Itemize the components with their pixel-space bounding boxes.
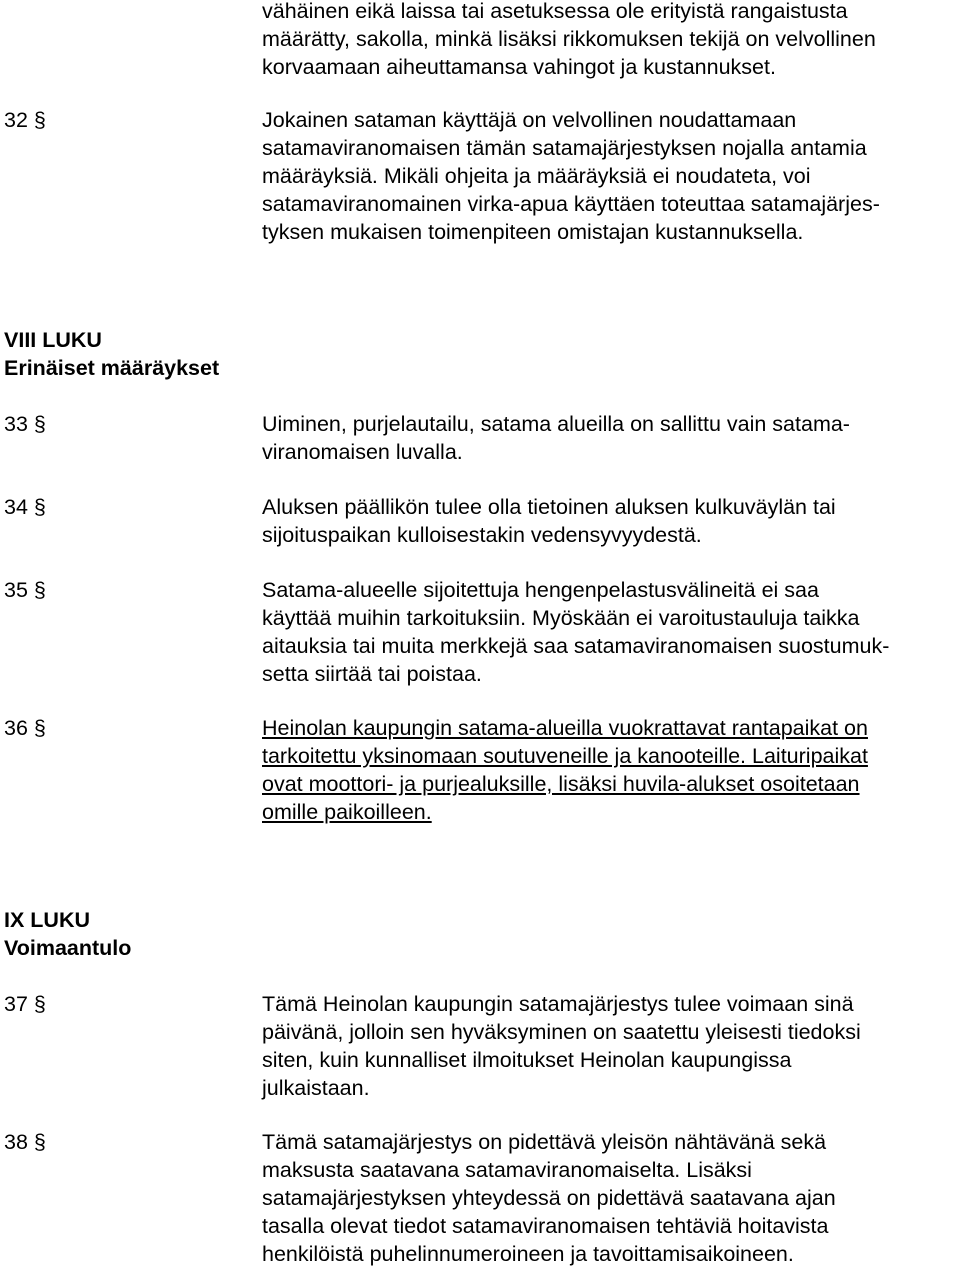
section-line: Aluksen päällikön tulee olla tietoinen aluksen kulkuväylän tai bbox=[262, 495, 836, 519]
chapter-subtitle: Erinäiset määräykset bbox=[4, 356, 220, 380]
section-line: omille paikoilleen. bbox=[262, 800, 432, 824]
intro-line: korvaamaan aiheuttamansa vahingot ja kustannukset. bbox=[262, 55, 776, 79]
section-line: tarkoitettu yksinomaan soutuveneille ja kanooteille. Laituripaikat bbox=[262, 744, 868, 768]
section-line: ovat moottori- ja purjealuksille, lisäksi huvila-alukset osoitetaan bbox=[262, 772, 860, 796]
section-line: Jokainen sataman käyttäjä on velvollinen noudattamaan bbox=[262, 108, 797, 132]
section-number: 38 § bbox=[4, 1130, 46, 1154]
intro-line: vähäinen eikä laissa tai asetuksessa ole erityistä rangaistusta bbox=[262, 0, 848, 23]
section-number: 34 § bbox=[4, 495, 46, 519]
section-line: käyttää muihin tarkoituksiin. Myöskään ei varoitustauluja taikka bbox=[262, 606, 860, 630]
chapter-subtitle: Voimaantulo bbox=[4, 936, 132, 960]
chapter-title: VIII LUKU bbox=[4, 328, 102, 352]
section-line: setta siirtää tai poistaa. bbox=[262, 662, 482, 686]
section-line: Tämä satamajärjestys on pidettävä yleisön nähtävänä sekä bbox=[262, 1130, 827, 1154]
section-line: viranomaisen luvalla. bbox=[262, 440, 463, 464]
section-line: tasalla olevat tiedot satamaviranomaisen tehtäviä hoitavista bbox=[262, 1214, 829, 1238]
section-line: Satama-alueelle sijoitettuja hengenpelastusvälineitä ei saa bbox=[262, 578, 819, 602]
section-line: Uiminen, purjelautailu, satama alueilla on sallittu vain satama- bbox=[262, 412, 850, 436]
section-line: satamaviranomainen virka-apua käyttäen toteuttaa satamajärjes- bbox=[262, 192, 880, 216]
section-line: Heinolan kaupungin satama-alueilla vuokrattavat rantapaikat on bbox=[262, 716, 868, 740]
section-number: 35 § bbox=[4, 578, 46, 602]
section-number: 33 § bbox=[4, 412, 46, 436]
section-line: päivänä, jolloin sen hyväksyminen on saatettu yleisesti tiedoksi bbox=[262, 1020, 861, 1044]
section-line: aitauksia tai muita merkkejä saa satamaviranomaisen suostumuk- bbox=[262, 634, 890, 658]
section-number: 32 § bbox=[4, 108, 46, 132]
section-line: satamajärjestyksen yhteydessä on pidettävä saatavana ajan bbox=[262, 1186, 836, 1210]
section-line: satamaviranomaisen tämän satamajärjestyksen nojalla antamia bbox=[262, 136, 867, 160]
intro-line: määrätty, sakolla, minkä lisäksi rikkomuksen tekijä on velvollinen bbox=[262, 27, 876, 51]
chapter-title: IX LUKU bbox=[4, 908, 90, 932]
section-line: julkaistaan. bbox=[262, 1076, 370, 1100]
section-line: henkilöistä puhelinnumeroineen ja tavoittamisaikoineen. bbox=[262, 1242, 794, 1266]
section-line: määräyksiä. Mikäli ohjeita ja määräyksiä ei noudateta, voi bbox=[262, 164, 811, 188]
section-number: 36 § bbox=[4, 716, 46, 740]
section-line: sijoituspaikan kulloisestakin vedensyvyydestä. bbox=[262, 523, 702, 547]
section-line: Tämä Heinolan kaupungin satamajärjestys tulee voimaan sinä bbox=[262, 992, 854, 1016]
section-line: siten, kuin kunnalliset ilmoitukset Heinolan kaupungissa bbox=[262, 1048, 792, 1072]
section-line: maksusta saatavana satamaviranomaiselta. Lisäksi bbox=[262, 1158, 752, 1182]
section-line: tyksen mukaisen toimenpiteen omistajan kustannuksella. bbox=[262, 220, 804, 244]
section-number: 37 § bbox=[4, 992, 46, 1016]
